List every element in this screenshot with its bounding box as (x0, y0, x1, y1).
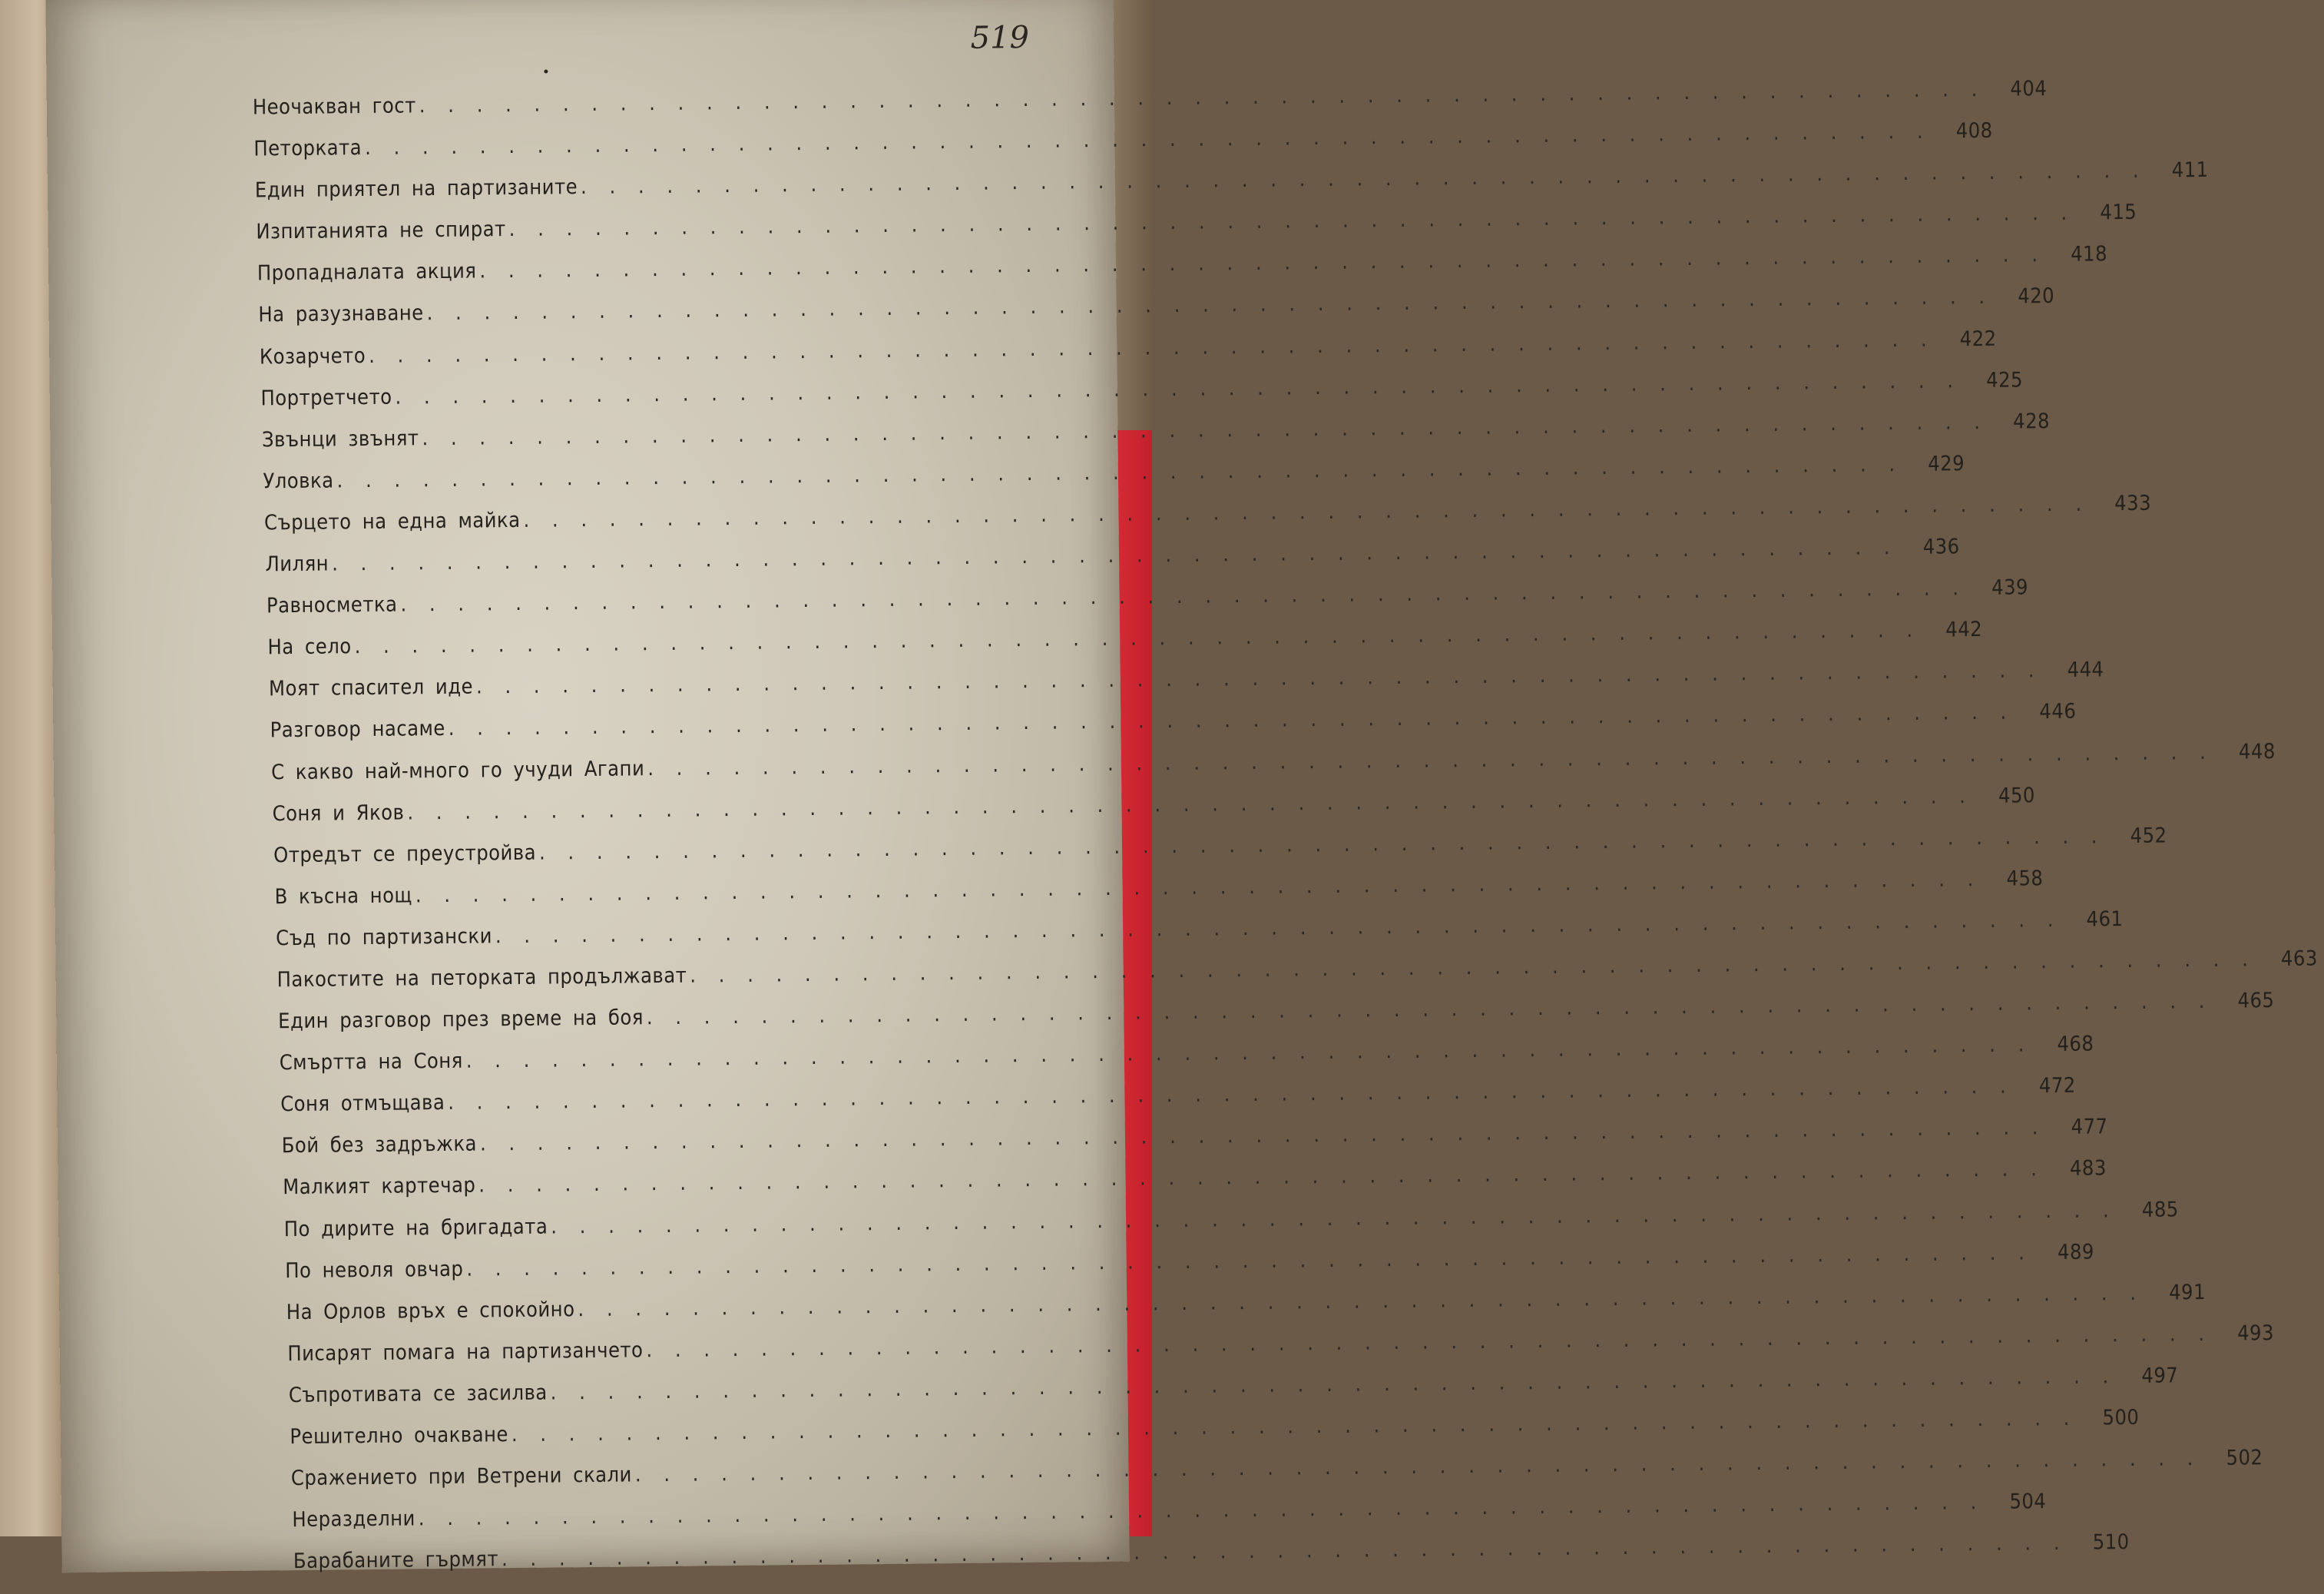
toc-entry-page: 439 (1991, 575, 2029, 600)
toc-entry-page: 428 (2013, 409, 2051, 434)
toc-entry-page: 422 (1959, 326, 1997, 351)
table-of-contents (252, 77, 2318, 1592)
toc-entry-page: 408 (1955, 118, 1993, 144)
toc-entry-page: 420 (2018, 284, 2055, 309)
toc-entry-page: 477 (2071, 1115, 2108, 1140)
toc-entry-page: 485 (2141, 1197, 2179, 1222)
toc-entry (292, 1490, 2047, 1549)
toc-entry (253, 118, 1993, 178)
toc-entry-page: 504 (2009, 1490, 2047, 1514)
toc-entry-page: 425 (1986, 368, 2024, 393)
toc-entry-page: 448 (2238, 739, 2276, 764)
toc-entry-page: 450 (1998, 783, 2036, 808)
toc-entry-page: 411 (2171, 158, 2209, 183)
toc-entry-title: Разговор насаме (270, 717, 445, 743)
toc-entry-title: Отредът се преустройва (273, 840, 537, 867)
toc-entry-title: Соня и Яков (272, 800, 405, 826)
toc-entry (286, 1280, 2206, 1342)
toc-entry-page: 404 (2010, 77, 2048, 101)
toc-entry-page: 444 (2067, 658, 2104, 683)
toc-entry (285, 1240, 2095, 1301)
toc-entry-title: Уловка (263, 469, 334, 494)
toc-entry-title: На Орлов връх е спокойно (286, 1297, 575, 1324)
toc-entry-page: 442 (1945, 618, 1983, 642)
toc-entry-title: Неразделни (292, 1506, 415, 1533)
toc-entry-page: 418 (2070, 242, 2108, 267)
toc-entry-title: Неочакван гост (252, 94, 416, 120)
toc-entry-page: 489 (2057, 1240, 2095, 1264)
toc-entry-title: Козарчето (259, 343, 366, 370)
toc-entry-title: По дирите на бригадата (283, 1215, 548, 1241)
toc-entry-title: Равносметка (266, 592, 398, 618)
toc-entry-page: 452 (2130, 824, 2167, 848)
toc-entry-title: В късна нощ (274, 883, 413, 910)
toc-entry-page: 446 (2039, 700, 2077, 724)
toc-entry-title: С какво най-много го учуди Агапи (270, 756, 645, 784)
toc-entry-page: 458 (2006, 866, 2044, 891)
toc-entry-title: Петорката (253, 136, 363, 161)
toc-entry-title: Сражението при Ветрени скали (290, 1463, 633, 1491)
toc-entry (260, 368, 2024, 428)
toc-entry-title: На разузнаване (258, 301, 424, 327)
toc-entry-title: Портретчето (260, 385, 392, 411)
toc-entry-page: 497 (2141, 1364, 2179, 1388)
page-number: 519 (970, 19, 1030, 56)
toc-entry (274, 866, 2044, 926)
toc-entry-title: Един разговор през време на боя (278, 1006, 644, 1034)
toc-entry-page: 465 (2237, 989, 2275, 1013)
toc-entry (283, 1156, 2107, 1218)
toc-entry-page: 502 (2226, 1446, 2263, 1470)
toc-entry-page: 433 (2114, 491, 2152, 516)
toc-entry-page: 500 (2102, 1405, 2140, 1430)
toc-entry (276, 906, 2124, 968)
toc-entry (263, 452, 1965, 511)
toc-entry-title: Съд по партизански (276, 924, 493, 951)
toc-entry-title: Бой без задръжка (281, 1132, 478, 1158)
toc-entry-page: 510 (2092, 1530, 2130, 1555)
toc-entry-title: Сърцето на една майка (263, 508, 521, 535)
toc-entry-page: 472 (2038, 1073, 2076, 1099)
toc-entry-title: Смъртта на Соня (279, 1049, 463, 1075)
toc-entry-page: 468 (2057, 1032, 2094, 1057)
toc-entry-title: Малкият картечар (283, 1173, 476, 1200)
toc-entry (272, 783, 2036, 843)
toc-entry (290, 1405, 2140, 1466)
toc-entry-title: Изпитанията не спират (256, 217, 506, 244)
toc-entry-page: 429 (1928, 452, 1965, 476)
toc-entry-title: Пакостите на петорката продължават (276, 963, 687, 993)
toc-entry-page: 436 (1922, 535, 1960, 559)
toc-entry-page: 461 (2086, 906, 2124, 932)
toc-entry-page: 493 (2236, 1321, 2275, 1346)
toc-entry-title: Пропадналата акция (257, 259, 477, 286)
toc-entry (267, 618, 1983, 677)
print-speck (544, 69, 548, 73)
toc-entry-title: Лилян (265, 552, 329, 577)
toc-entry-title: Соня отмъщава (280, 1091, 445, 1117)
toc-entry-page: 483 (2069, 1156, 2107, 1181)
toc-entry (293, 1530, 2130, 1591)
toc-entry-title: Решително очакване (290, 1423, 509, 1450)
toc-entry-title: Звънци звънят (261, 426, 419, 452)
toc-entry (265, 535, 1960, 594)
toc-entry (259, 326, 1997, 386)
toc-entry (270, 700, 2077, 761)
book-page (45, 0, 2318, 1574)
toc-entry-page: 491 (2168, 1280, 2206, 1305)
toc-entry-title: Съпротивата се засилва (288, 1380, 548, 1408)
toc-entry-title: По неволя овчар (285, 1257, 464, 1283)
toc-entry-page: 415 (2100, 200, 2137, 225)
toc-entry-title: Моят спасител иде (268, 674, 474, 701)
toc-entry-page: 463 (2280, 946, 2318, 971)
toc-entry-title: На село (267, 635, 352, 660)
toc-entry-title: Един приятел на партизаните (254, 175, 578, 203)
toc-entry-title: Барабаните гърмят (293, 1547, 499, 1574)
dot-leader (419, 78, 1986, 118)
toc-entry-title: Писарят помага на партизанчето (287, 1338, 644, 1366)
toc-entry (280, 1073, 2076, 1134)
